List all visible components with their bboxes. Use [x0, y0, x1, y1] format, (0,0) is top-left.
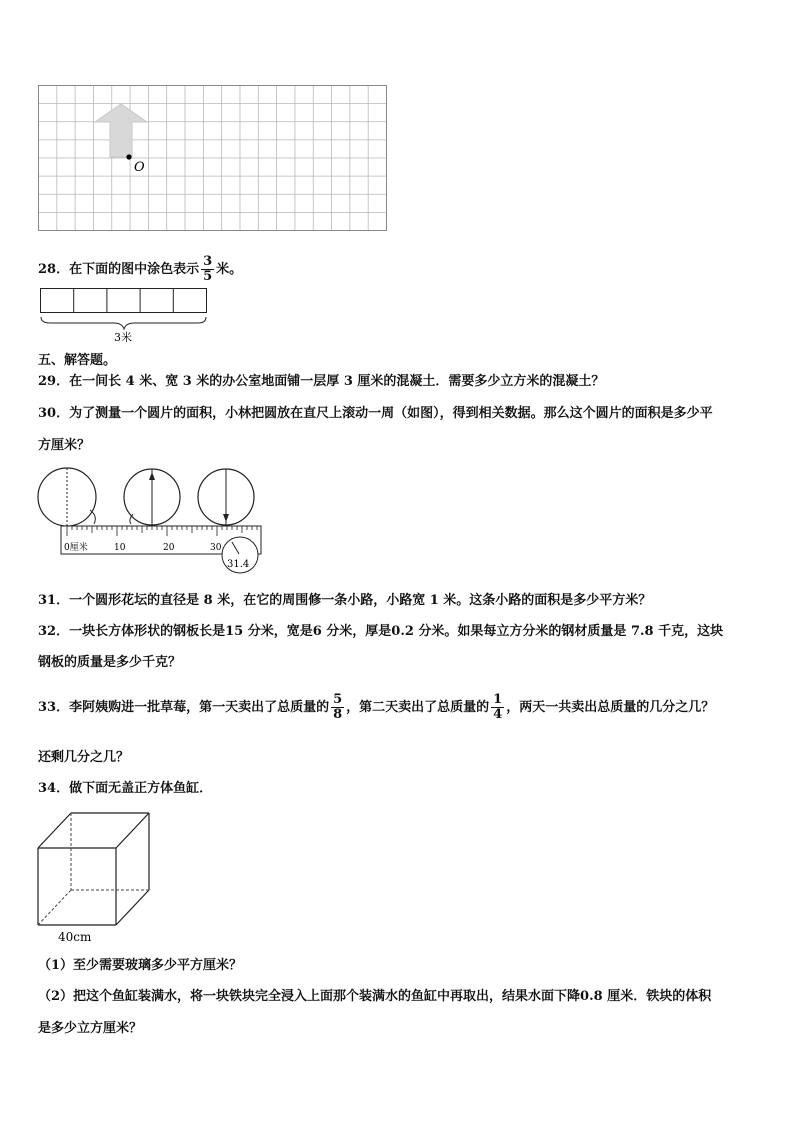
question-31	[38, 592, 651, 610]
question-number: 32．	[38, 624, 70, 639]
question-text: 一块长方体形状的钢板长是15 分米，宽是6 分米，厚是0.2 分米。如果每立方分米的钢材质量是 7.8 千克，这块	[69, 624, 724, 639]
question-34-part-2: （2）把这个鱼缸装满水，将一块铁块完全浸入上面那个装满水的鱼缸中再取出，结果水面下降0.8 厘米．铁块的体积	[38, 989, 712, 1004]
ruler-label-30: 30	[210, 543, 222, 553]
question-number: 31．	[38, 593, 70, 608]
question-text: 在一间长 4 米、宽 3 米的办公室地面铺一层厚 3 厘米的混凝土．需要多少立方米的混凝土？	[69, 374, 605, 389]
fraction: $\frac{5}{8}$	[333, 692, 343, 722]
question-text: 做下面无盖正方体鱼缸．	[69, 781, 213, 796]
ruler-label-10: 10	[114, 543, 126, 553]
arrow-shape	[95, 104, 147, 157]
question-text: 一个圆形花坛的直径是 8 米，在它的周围修一条小路，小路宽 1 米。这条小路的面积是多少平方米？	[69, 593, 652, 608]
fraction: $\frac{1}{4}$	[493, 692, 503, 722]
question-number: 34．	[38, 781, 70, 796]
question-32	[38, 623, 723, 641]
question-32-continued: 钢板的质量是多少千克？	[38, 655, 182, 670]
cube-figure	[36, 810, 156, 945]
question-30	[38, 405, 713, 423]
question-34-part-1: （1）至少需要玻璃多少平方厘米？	[38, 958, 243, 973]
question-29	[38, 373, 604, 391]
point-o	[126, 154, 131, 159]
question-number: 29．	[38, 374, 70, 389]
segment-bar	[38, 287, 218, 345]
point-o-label: O	[134, 160, 145, 175]
question-30-continued: 方厘米？	[38, 438, 91, 453]
question-number: 33．	[38, 700, 70, 715]
question-text: 为了测量一个圆片的面积，小林把圆放在直尺上滚动一周（如图），得到相关数据。那么这个圆片的面积是多少平	[69, 406, 713, 421]
ruler-label-0: 0厘米	[64, 543, 88, 553]
question-33: 33．李阿姨购进一批草莓，第一天卖出了总质量的 $\frac{5}{8}$ ，第二天卖出了总质量的 $\frac{1}{4}$ ，两天一共卖出总质量的几分之几？	[38, 692, 715, 722]
question-text: 在下面的图中涂色表示	[69, 262, 200, 277]
cube-edge-label: 40cm	[58, 930, 92, 944]
section-title: 五、解答题。	[38, 353, 117, 368]
ruler-figure	[36, 466, 266, 578]
brace	[41, 317, 206, 329]
question-34-part-2-continued: 是多少立方厘米？	[38, 1021, 143, 1036]
grid-figure	[38, 85, 388, 232]
fraction: $\frac{3}{5}$	[203, 254, 213, 284]
question-number: 28．	[38, 262, 70, 277]
bar-length-label: 3米	[114, 331, 132, 344]
ruler-reading: 31.4	[227, 559, 250, 570]
ruler-label-20: 20	[163, 543, 175, 553]
question-number: 30．	[38, 406, 70, 421]
question-28: 28．在下面的图中涂色表示 $\frac{3}{5}$ 米。	[38, 254, 243, 284]
question-33-continued: 还剩几分之几？	[38, 750, 130, 765]
question-34	[38, 780, 212, 798]
